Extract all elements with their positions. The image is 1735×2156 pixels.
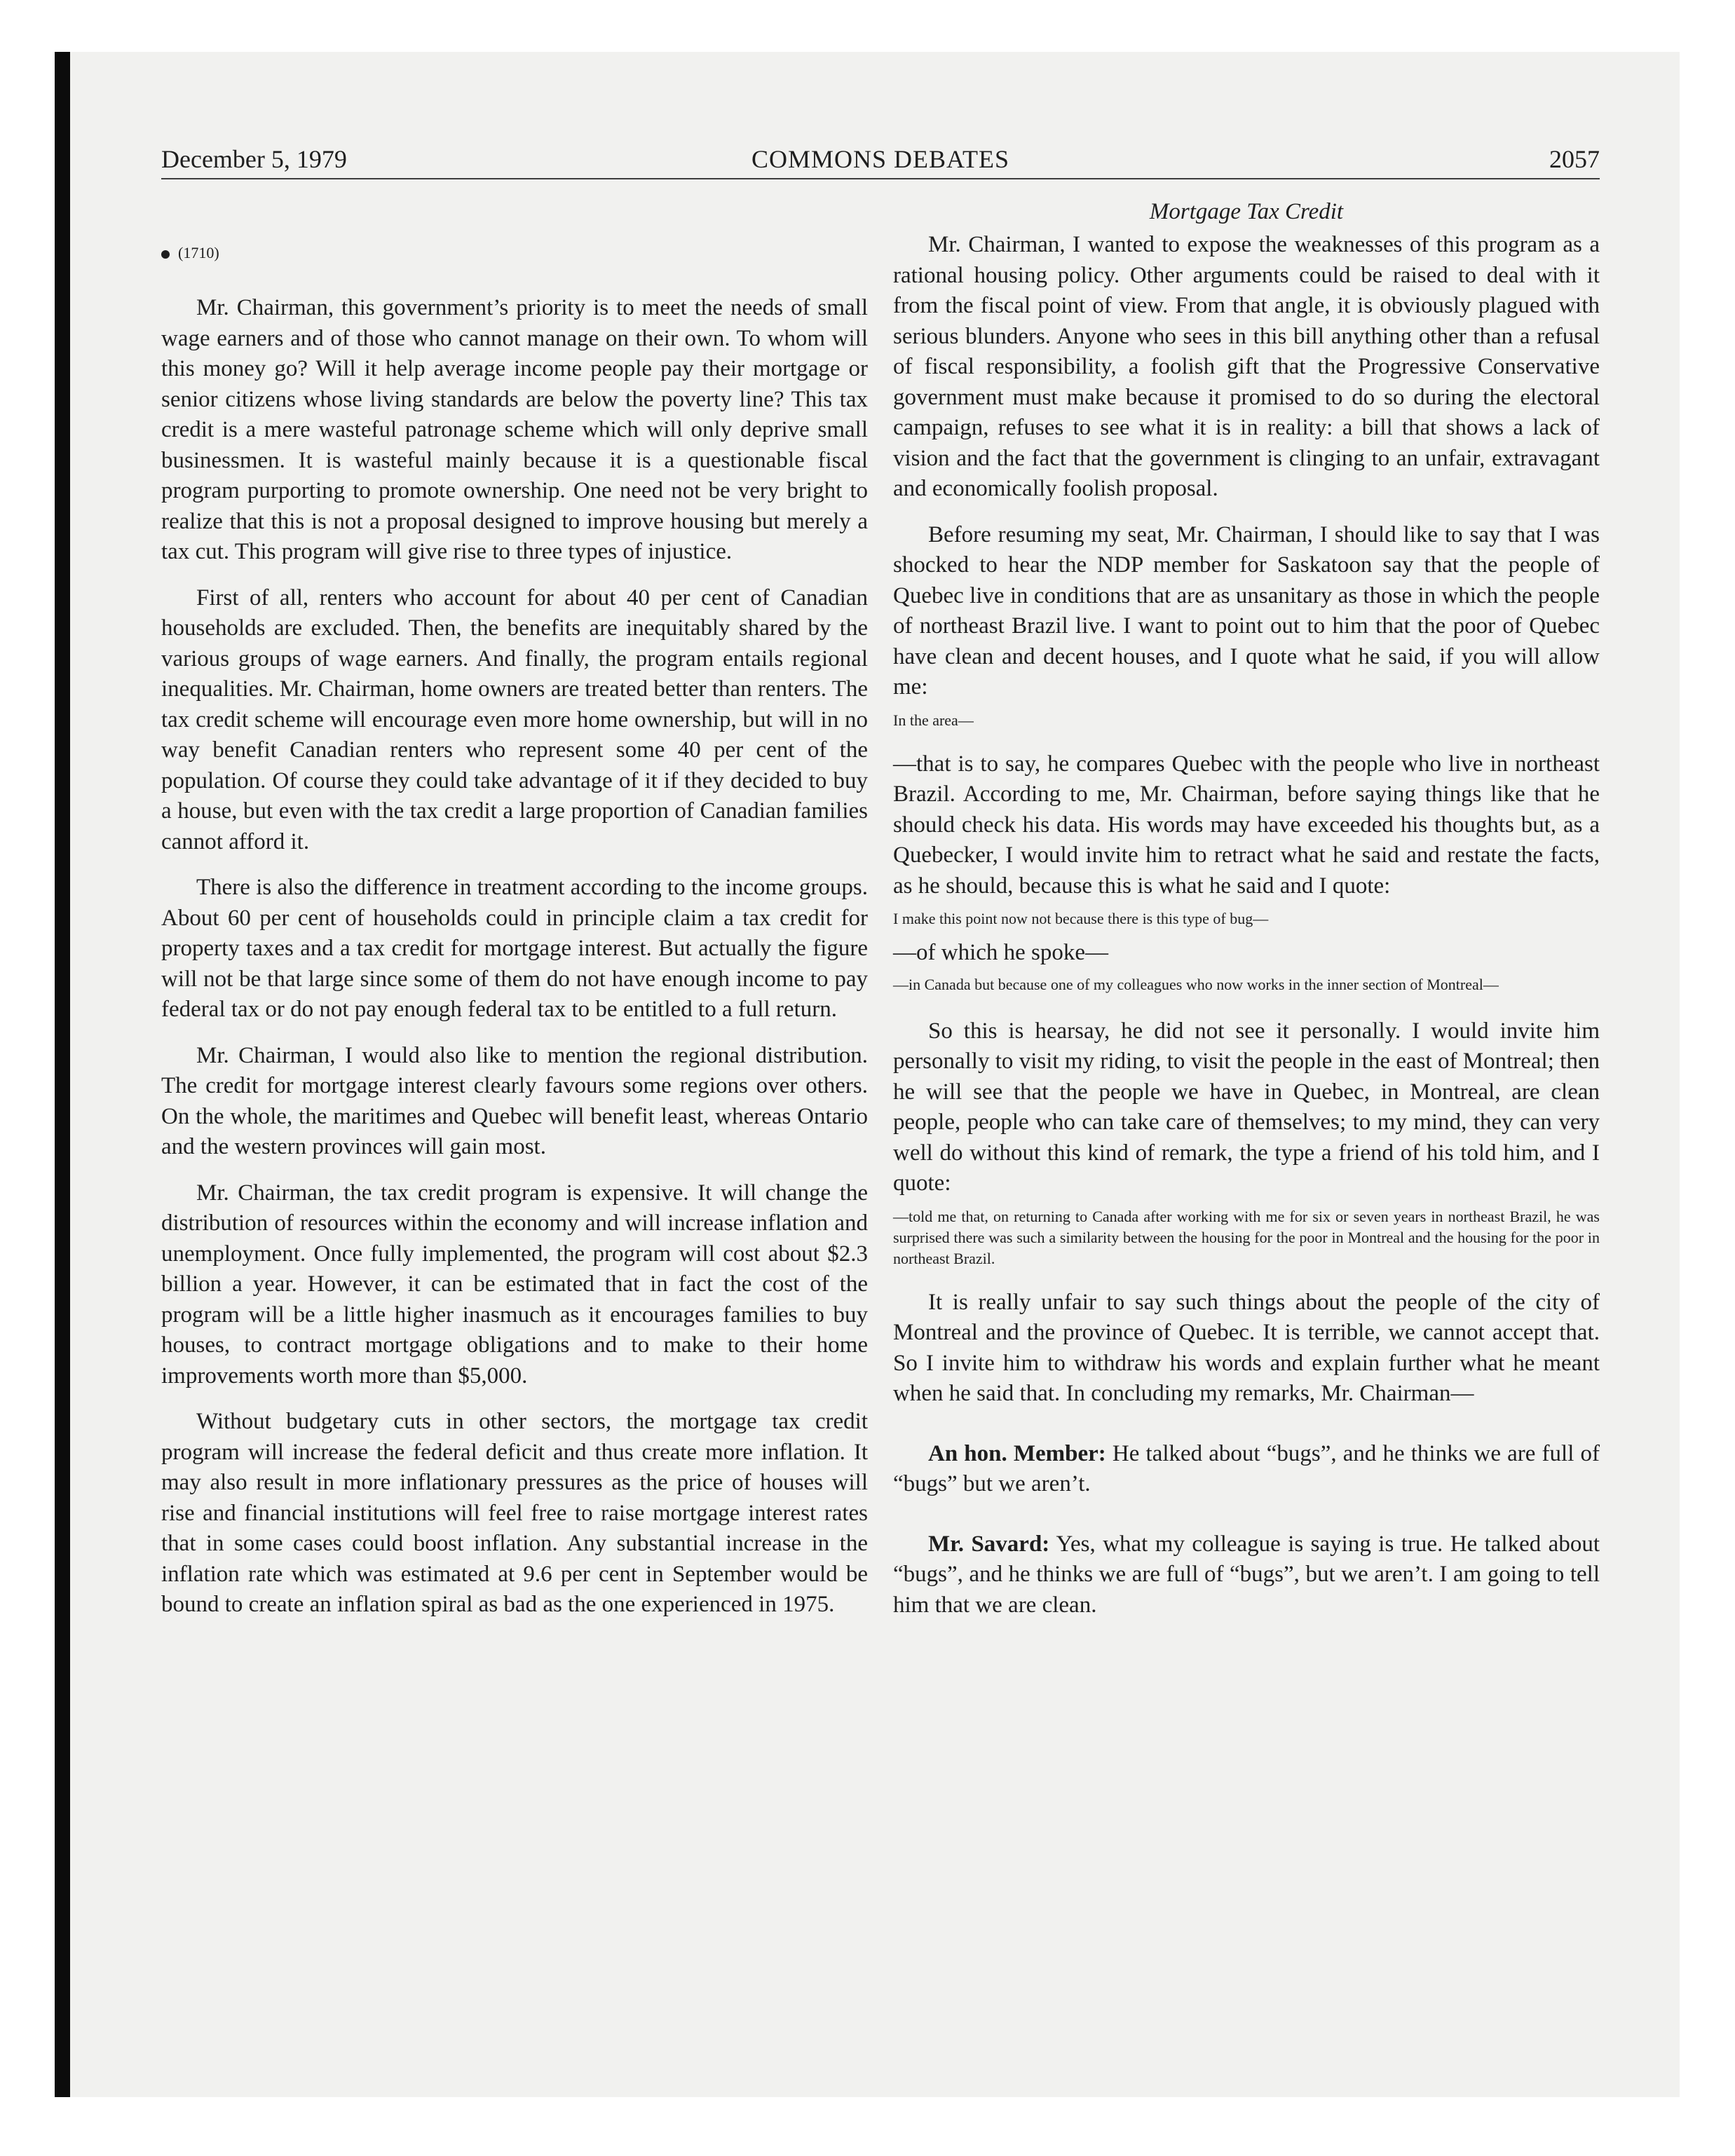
paragraph: Mr. Chairman, the tax credit program is expensive. It will change the distribution of resources within the economy and will increase inflation and unemployment. Once fully implemented, the program will cost about $2.3 billion a year. However, it can be estimated that in fact the cost of the program will be a little higher inasmuch as it encourages families to buy houses, to contract mortgage obligations and to make to their home improvements worth more than $5,000. xyxy=(161,1180,868,1389)
header-date: December 5, 1979 xyxy=(161,145,347,173)
right-column xyxy=(893,196,1600,1636)
speech-text: Yes, what my colleague is saying is true. He talked about “bugs”, and he thinks we are full of “bugs”, but we aren’t. I am going to tell him that we are clean. xyxy=(893,1531,1600,1618)
paragraph: Without budgetary cuts in other sectors, the mortgage tax credit program will increase the federal deficit and thus create more inflation. It may also result in more inflationary pressures as the price of houses will rise and financial institutions will feel free to raise mortgage interest rates that in some cases could boost inflation. Any substantial increase in the inflation rate which was estimated at 9.6 per cent in September would be bound to create an inflation spiral as bad as the one experienced in 1975. xyxy=(161,1409,868,1617)
page-header xyxy=(161,144,1600,179)
speech-text: He talked about “bugs”, and he thinks we are full of “bugs” but we aren’t. xyxy=(893,1440,1600,1496)
paragraph: Mr. Chairman, I wanted to expose the weaknesses of this program as a rational housing policy. Other arguments could be raised to deal with it from the fiscal point of view. From that angle, it is obviously plagued with serious blunders. Anyone who sees in this bill anything other than a refusal of fiscal responsibility, a foolish gift that the Progressive Conservative government must make because it promised to do so during the electoral campaign, refuses to see what it is in reality: a bill that shows a lack of vision and the fact that the government is clinging to an unfair, extravagant and economically foolish proposal. xyxy=(893,232,1600,501)
time-marker-text: (1710) xyxy=(178,244,219,261)
paragraph: —of which he spoke— xyxy=(893,940,1109,965)
speech-entry xyxy=(893,1439,1600,1500)
header-page-number: 2057 xyxy=(1549,145,1600,173)
block-quote: In the area— xyxy=(893,711,974,729)
block-quote: I make this point now not because there is this type of bug— xyxy=(893,910,1269,927)
time-marker xyxy=(161,243,868,264)
section-heading: Mortgage Tax Credit xyxy=(1149,199,1344,224)
left-column xyxy=(161,196,868,1636)
paragraph: There is also the difference in treatment according to the income groups. About 60 per cent of households could in principle claim a tax credit for property taxes and a tax credit for mortgage interest. But actually the figure will not be that large since some of them do not have enough income to pay federal tax or do not pay enough federal tax to be entitled to a full return. xyxy=(161,875,868,1022)
paragraph: Mr. Chairman, I would also like to mention the regional distribution. The credit for mortgage interest clearly favours some regions over others. On the whole, the maritimes and Quebec will benefit least, whereas Ontario and the western provinces will gain most. xyxy=(161,1042,868,1159)
scan-edge-bar xyxy=(55,52,70,2097)
paragraph: Before resuming my seat, Mr. Chairman, I should like to say that I was shocked to hear the NDP member for Saskatoon say that the people of Quebec live in conditions that are as unsanitary as those in which the people of northeast Brazil live. I want to point out to him that the poor of Quebec have clean and decent houses, and I quote what he said, if you will allow me: xyxy=(893,521,1600,700)
paragraph: So this is hearsay, he did not see it personally. I would invite him personally to visit my riding, to visit the people in the east of Montreal; then he will see that the people we have in Quebec, in Montreal, are clean people, people who can take care of themselves; to my mind, they can very well do without this kind of remark, the type a friend of his told him, and I quote: xyxy=(893,1018,1600,1196)
block-quote: —in Canada but because one of my colleagues who now works in the inner section of Montreal— xyxy=(893,975,1499,993)
paragraph: It is really unfair to say such things about the people of the city of Montreal and the province of Quebec. It is terrible, we cannot accept that. So I invite him to withdraw his words and explain further what he meant when he said that. In concluding my remarks, Mr. Chairman— xyxy=(893,1289,1600,1406)
speaker-name: An hon. Member: xyxy=(928,1440,1106,1466)
block-quote: —told me that, on returning to Canada after working with me for six or seven years in northeast Brazil, he was surprised there was such a similarity between the housing for the poor in Montreal and the housing for the poor in northeast Brazil. xyxy=(893,1207,1600,1267)
paragraph: First of all, renters who account for about 40 per cent of Canadian households are excluded. Then, the benefits are inequitably shared by the various groups of wage earners. And finally, the program entails regional inequalities. Mr. Chairman, home owners are treated better than renters. The tax credit scheme will encourage even more home ownership, but will in no way benefit Canadian renters who represent some 40 per cent of the population. Of course they could take advantage of it if they decided to buy a house, but even with the tax credit a large proportion of Canadian families cannot afford it. xyxy=(161,585,868,854)
header-publication: COMMONS DEBATES xyxy=(751,145,1010,173)
bullet-icon xyxy=(161,250,170,259)
paragraph: Mr. Chairman, this government’s priority is to meet the needs of small wage earners and of those who cannot manage on their own. To whom will this money go? Will it help average income people pay their mortgage or senior citizens whose living standards are below the poverty line? This tax credit is a mere wasteful patronage scheme which will only deprive small businessmen. It is wasteful mainly because it is a questionable fiscal program purporting to promote ownership. One need not be very bright to realize that this is not a proposal designed to improve housing but merely a tax cut. This program will give rise to three types of injustice. xyxy=(161,295,868,564)
paragraph: —that is to say, he compares Quebec with the people who live in northeast Brazil. According to me, Mr. Chairman, before saying things like that he should check his data. His words may have exceeded his thoughts but, as a Quebecker, I would invite him to retract what he said and restate the facts, as he should, because this is what he said and I quote: xyxy=(893,751,1600,899)
speech-entry xyxy=(893,1529,1600,1621)
speaker-name: Mr. Savard: xyxy=(928,1531,1050,1557)
